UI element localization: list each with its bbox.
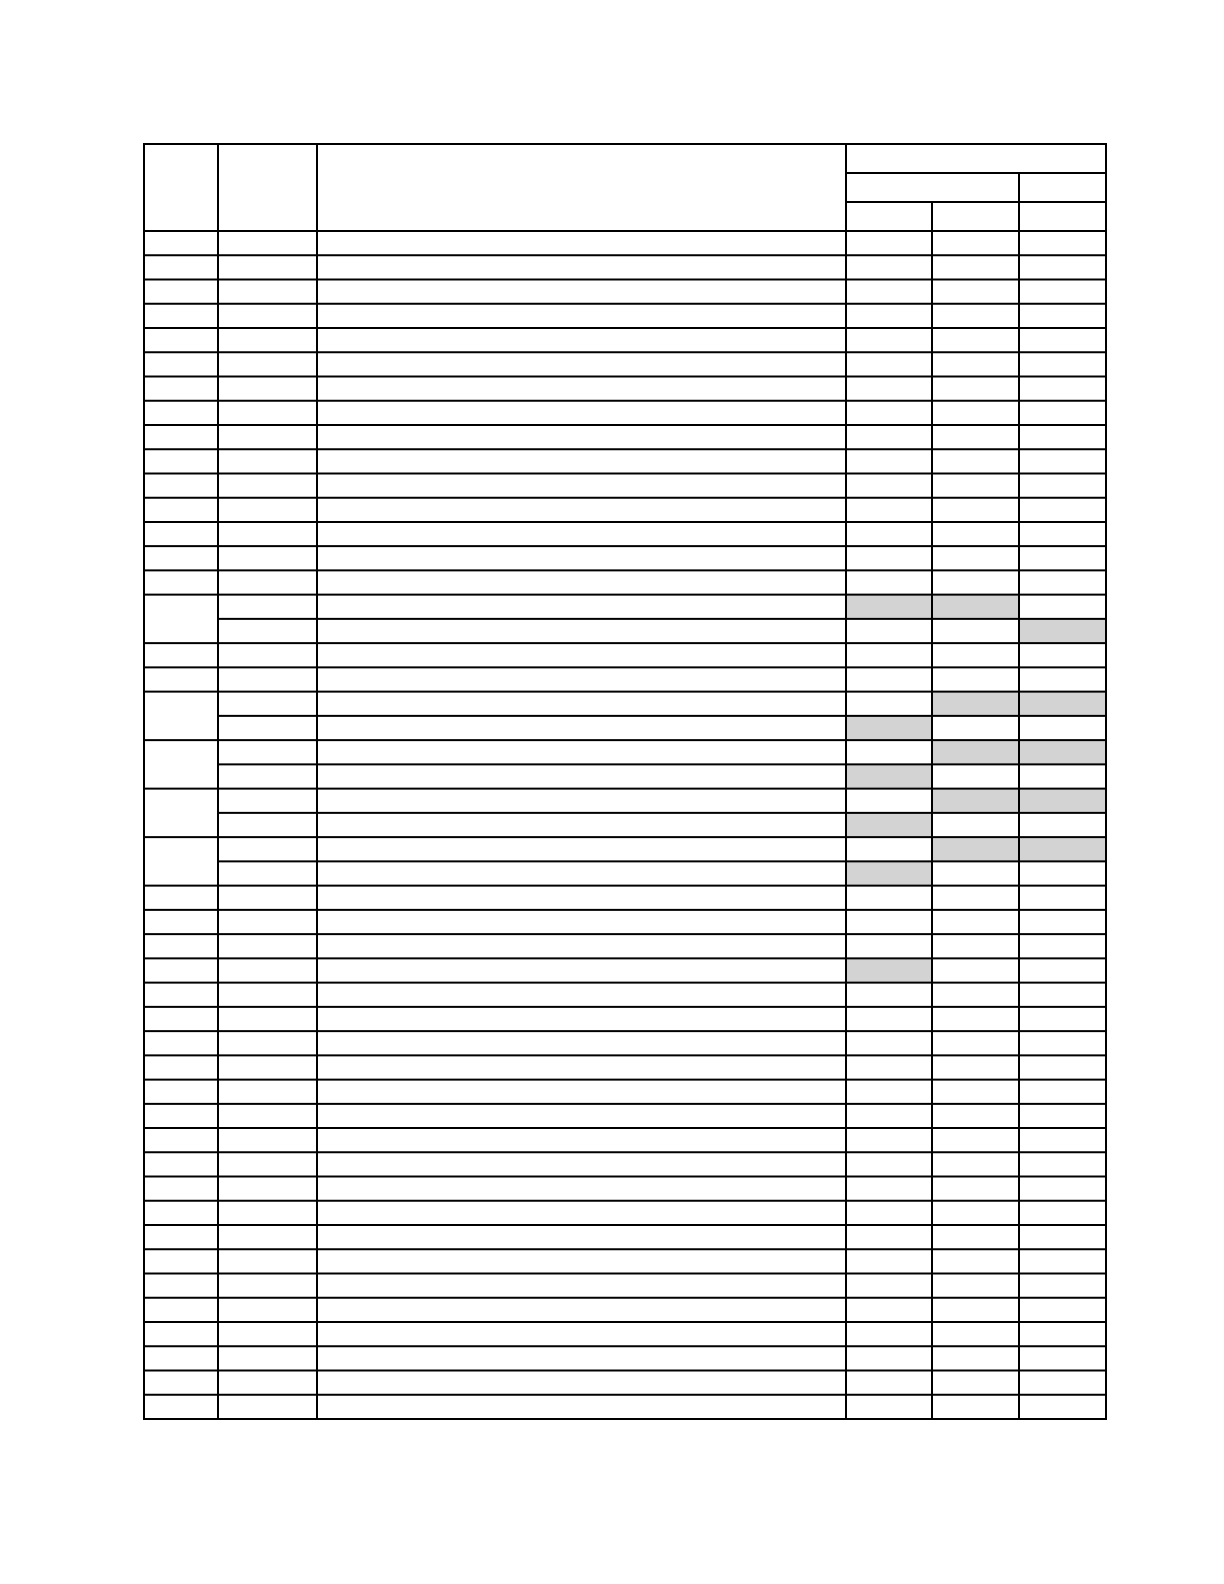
shaded-cell [846,813,932,837]
table-rules [144,144,1106,1419]
shaded-cell [1019,789,1106,813]
shaded-cell [932,692,1019,716]
shaded-cell [1019,692,1106,716]
shaded-cell [932,595,1019,619]
shaded-cell [846,716,932,740]
shaded-cell [1019,619,1106,643]
shaded-cell [846,595,932,619]
shaded-cell [932,740,1019,764]
shaded-cell [846,764,932,788]
shaded-cell [932,789,1019,813]
shaded-cell [846,861,932,885]
shaded-cell [1019,837,1106,861]
shaded-cell [846,958,932,982]
shaded-cell [932,837,1019,861]
shaded-cell [1019,740,1106,764]
